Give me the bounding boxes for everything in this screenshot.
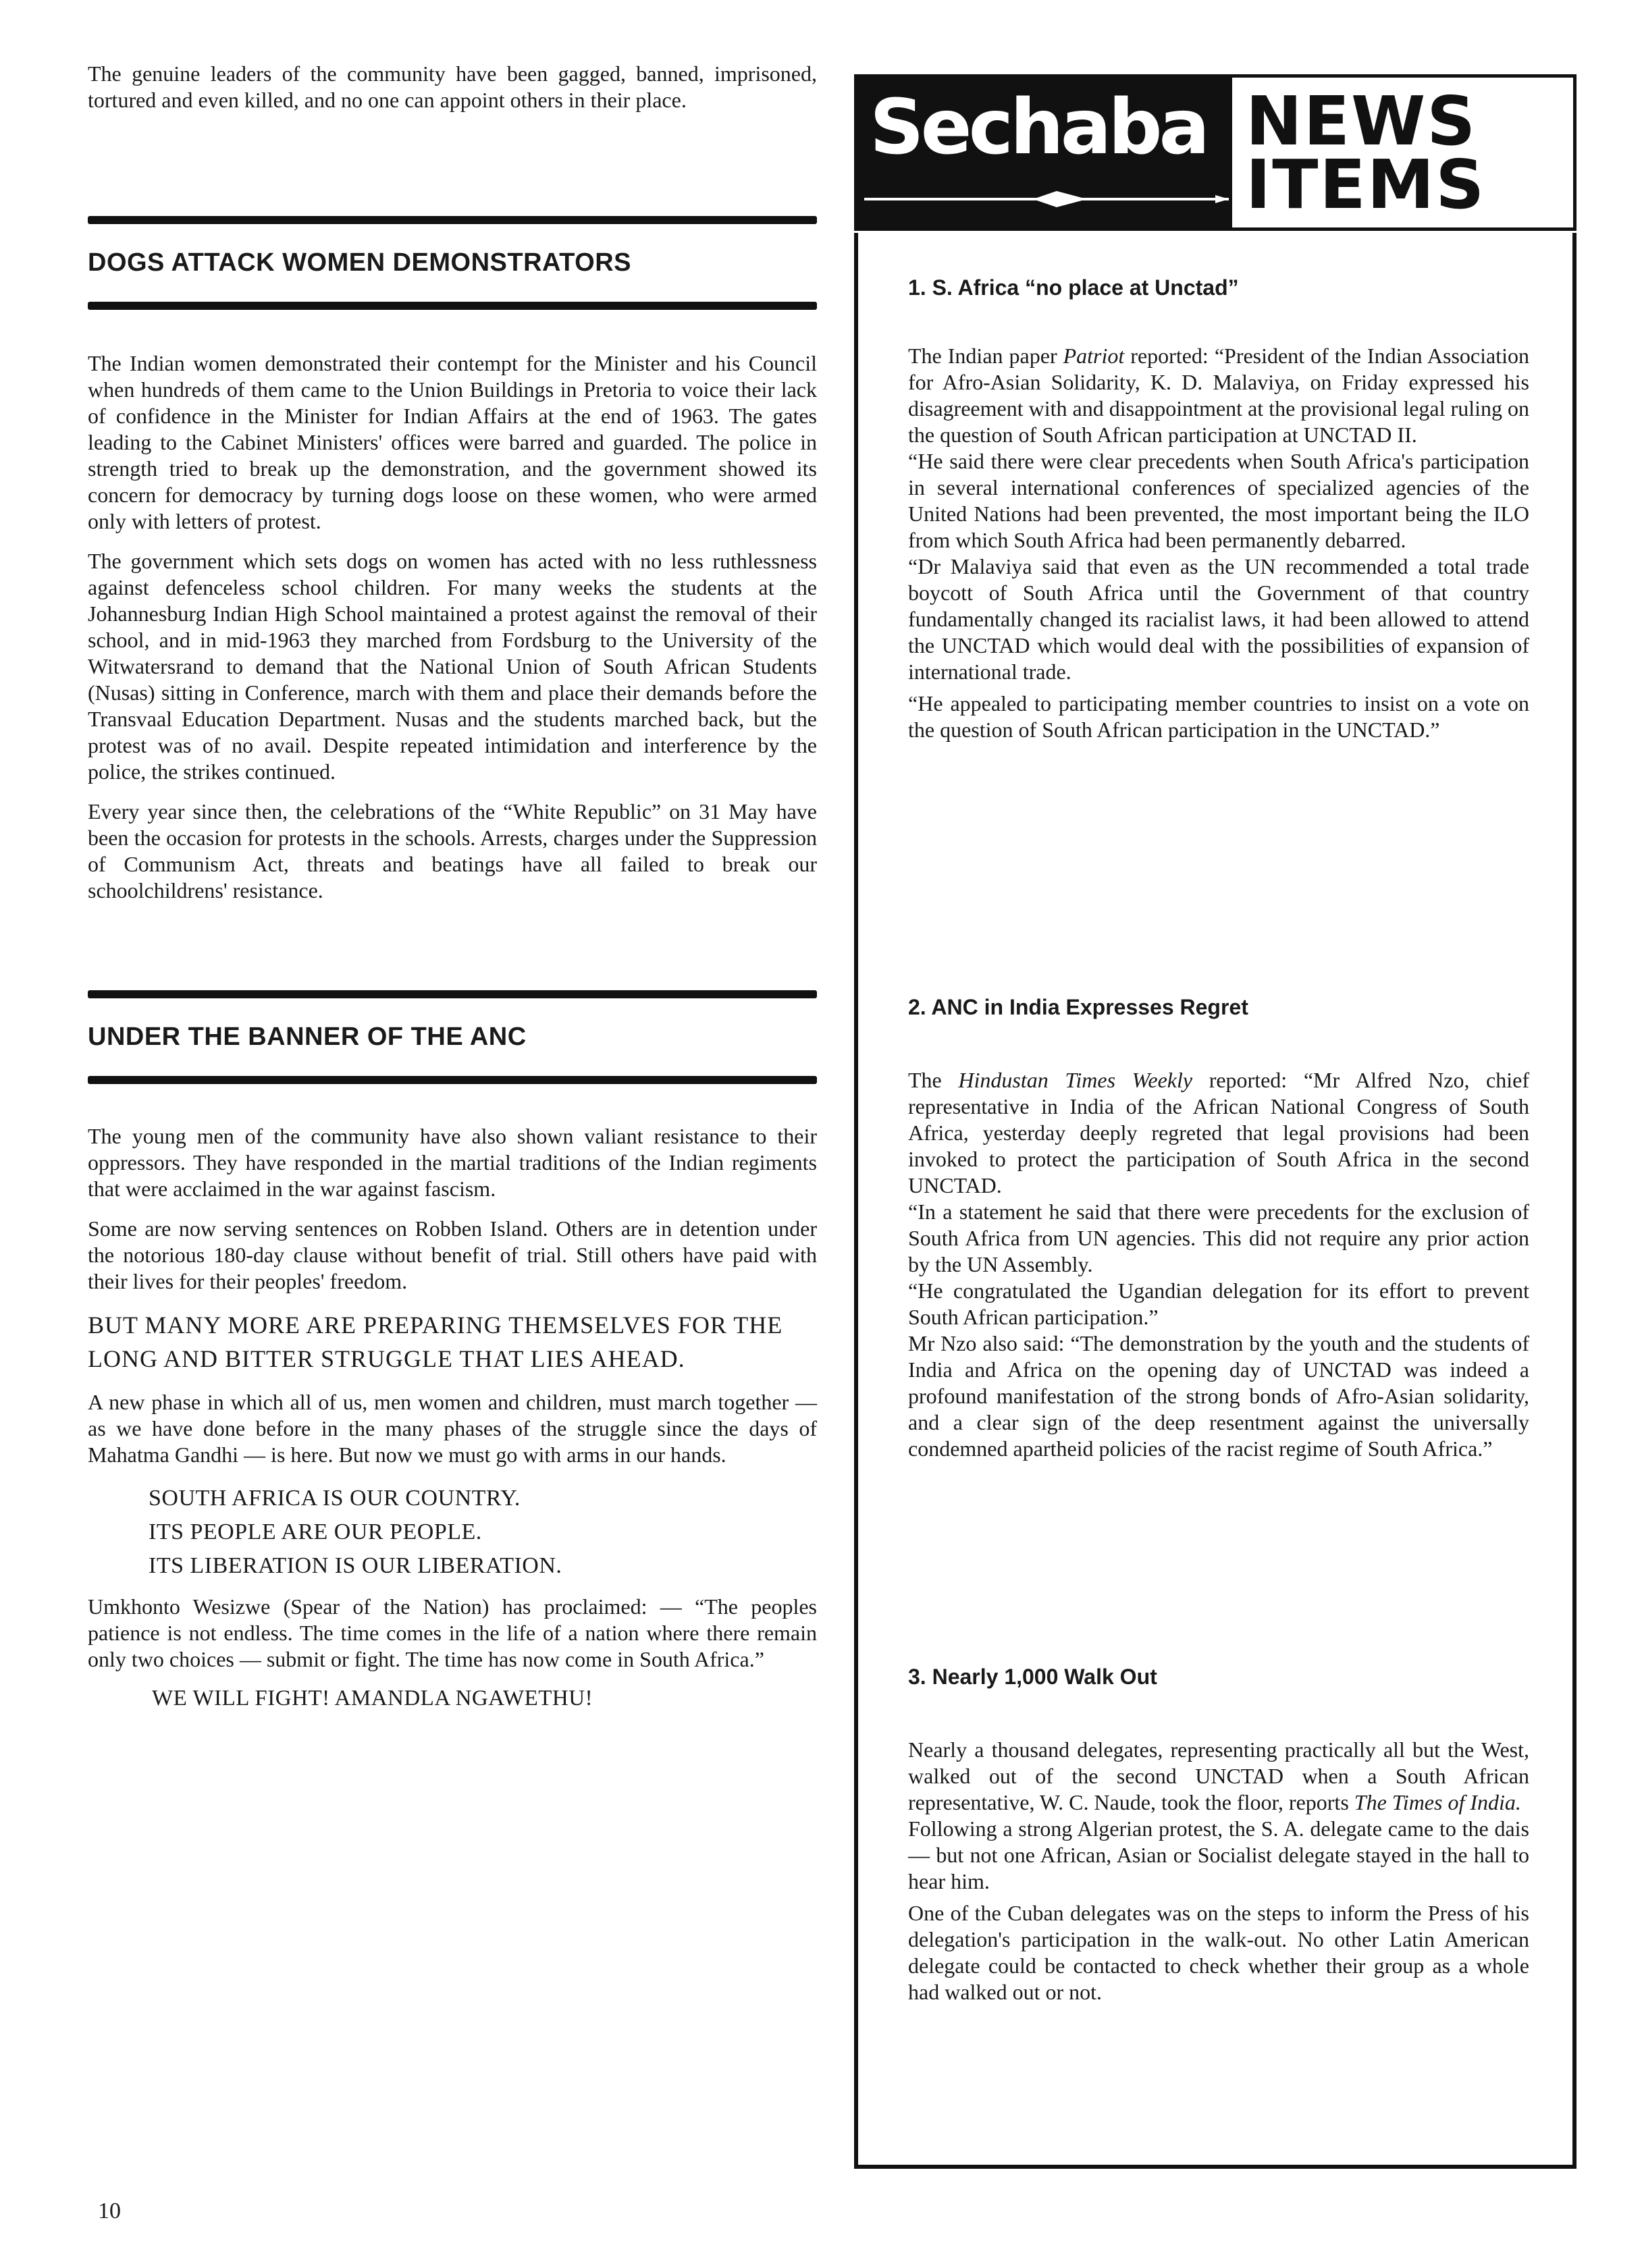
intro-paragraph: The genuine leaders of the community have been gagged, banned, imprisoned, tortured and even killed, and no one can appoint others in their place.	[88, 61, 817, 112]
news-item-3	[908, 1665, 1529, 2005]
newspaper-title: Patriot	[1063, 344, 1125, 368]
news-item-paragraph	[908, 343, 1529, 448]
sechaba-news-items-banner	[854, 74, 1577, 231]
news-word: NEWS	[1246, 82, 1477, 161]
logo-panel	[857, 78, 1232, 227]
text-run: The Indian paper	[908, 344, 1063, 368]
section-rule-top	[88, 990, 817, 998]
paragraph: The Indian women demonstrated their contempt for the Minister and his Council when hundreds of them came to the Union Buildings in Pretoria to voice their lack of confidence in the Minister for Indian Affairs at the end of 1963. The gates leading to the Cabinet Ministers' offices were barred and guarded. The police in strength tried to break up the demonstration, and the government showed its concern for democracy by turning dogs loose on these women, who were armed only with letters of protest.	[88, 351, 817, 533]
news-item-paragraph: “He congratulated the Ugandian delegation for its effort to prevent South African participation.”	[908, 1278, 1529, 1329]
newspaper-title: Hindustan Times Weekly	[958, 1068, 1193, 1092]
closing-slogan: WE WILL FIGHT! AMANDLA NGAWETHU!	[152, 1686, 593, 1710]
slogan-line: SOUTH AFRICA IS OUR COUNTRY.	[149, 1486, 521, 1511]
news-item-paragraph: Mr Nzo also said: “The demonstration by the youth and the students of India and Africa on the opening day of UNCTAD was indeed a profound manifestation of the strong bonds of Afro-Asian solidarity, and a clear sign of the deep resentment against the universally condemned apartheid policies of the racist regime of South Africa.”	[908, 1331, 1529, 1461]
section-heading-dogs-attack: DOGS ATTACK WOMEN DEMONSTRATORS	[88, 248, 632, 277]
news-item-paragraph: “He appealed to participating member countries to insist on a vote on the question of South African participation in the UNCTAD.”	[908, 691, 1529, 742]
paragraph: A new phase in which all of us, men women and children, must march together — as we have done before in the many phases of the struggle since the days of Mahatma Gandhi — is here. But now we must go with arms in our hands.	[88, 1390, 817, 1467]
section-rule-bottom	[88, 1076, 817, 1084]
section-heading-banner-anc: UNDER THE BANNER OF THE ANC	[88, 1023, 527, 1051]
items-word: ITEMS	[1246, 145, 1486, 224]
news-item-heading: 2. ANC in India Expresses Regret	[908, 995, 1248, 1019]
news-item-paragraph: One of the Cuban delegates was on the steps to inform the Press of his delegation's participation in the walk-out. No other Latin American delegate could be contacted to check whether their group as a whole had walked out or not.	[908, 1901, 1529, 2004]
text-run: reported: “President of the Indian Association for Afro-Asian Solidarity, K. D. Malaviya, on Friday expressed his disagreement with and disappointment at the provisional legal ruling on the question of South African participation at UNCTAD II.	[908, 344, 1529, 447]
text-run: Nearly a thousand delegates, representing practically all but the West, walked out of the second UNCTAD when a South African representative, W. C. Naude, took the floor, reports	[908, 1737, 1529, 1814]
news-item-paragraph	[908, 1067, 1529, 1199]
paragraph: Some are now serving sentences on Robben Island. Others are in detention under the notorious 180-day clause without benefit of trial. Still others have paid with their lives for their peoples' freedom.	[88, 1216, 817, 1293]
news-item-1	[908, 275, 1529, 743]
left-column	[88, 61, 817, 1711]
news-item-paragraph: “He said there were clear precedents when South Africa's participation in several international conferences of specialized agencies of the United Nations had been prevented, the most important being the ILO from which South Africa had been permanently debarred.	[908, 449, 1529, 552]
caps-statement: BUT MANY MORE ARE PREPARING THEMSELVES FOR THE LONG AND BITTER STRUGGLE THAT LIES AHEAD.	[88, 1312, 783, 1372]
slogan-line: ITS LIBERATION IS OUR LIBERATION.	[149, 1553, 562, 1578]
paragraph: Every year since then, the celebrations of the “White Republic” on 31 May have been the occasion for protests in the schools. Arrests, charges under the Suppression of Communism Act, threats and beatings have all failed to break our schoolchildrens' resistance.	[88, 799, 817, 902]
newspaper-title: The Times of India.	[1354, 1790, 1521, 1814]
slogan-line: ITS PEOPLE ARE OUR PEOPLE.	[149, 1519, 482, 1544]
news-item-paragraph: Following a strong Algerian protest, the S. A. delegate came to the dais — but not one African, Asian or Socialist delegate stayed in the hall to hear him.	[908, 1816, 1529, 1893]
news-items-title	[1246, 82, 1486, 224]
paragraph: The government which sets dogs on women has acted with no less ruthlessness against defenceless school children. For many weeks the students at the Johannesburg Indian High School maintained a protest against the removal of their school, and in mid-1963 they marched from Fordsburg to the University of the Witwatersrand to demand that the National Union of South African Students (Nusas) sitting in Conference, march with them and place their demands before the Transvaal Education Department. Nusas and the students marched back, but the protest was of no avail. Despite repeated intimidation and interference by the police, the strikes continued.	[88, 549, 817, 784]
news-item-2	[908, 995, 1529, 1462]
section-rule-bottom	[88, 302, 817, 310]
text-run: The	[908, 1068, 959, 1092]
paragraph: The young men of the community have also shown valiant resistance to their oppressors. They have responded in the martial traditions of the Indian regiments that were acclaimed in the war against fascism.	[88, 1124, 817, 1201]
news-item-paragraph	[908, 1737, 1529, 1816]
news-item-heading: 3. Nearly 1,000 Walk Out	[908, 1665, 1157, 1689]
text-run: reported: “Mr Alfred Nzo, chief representative in India of the African National Congress of South Africa, yesterday deeply regreted that legal provisions had been invoked to protect the participation of South Africa in the second UNCTAD.	[908, 1068, 1530, 1197]
news-item-paragraph: “Dr Malaviya said that even as the UN recommended a total trade boycott of South Africa until the Government of that country fundamentally changed its racialist laws, it had been allowed to attend the UNCTAD which would deal with the possibilities of expansion of international trade.	[908, 554, 1529, 684]
paragraph: Umkhonto Wesizwe (Spear of the Nation) has proclaimed: — “The peoples patience is not endless. The time comes in the life of a nation where there remain only two choices — submit or fight. The time has now come in South Africa.”	[88, 1594, 817, 1671]
sechaba-logo: Sechaba	[870, 84, 1207, 171]
section-rule-top	[88, 216, 817, 224]
page-number: 10	[98, 2198, 121, 2223]
news-item-paragraph: “In a statement he said that there were precedents for the exclusion of South Africa from UN agencies. This did not require any prior action by the UN Assembly.	[908, 1199, 1529, 1276]
news-item-heading: 1. S. Africa “no place at Unctad”	[908, 275, 1239, 300]
spear-icon	[864, 179, 1229, 219]
